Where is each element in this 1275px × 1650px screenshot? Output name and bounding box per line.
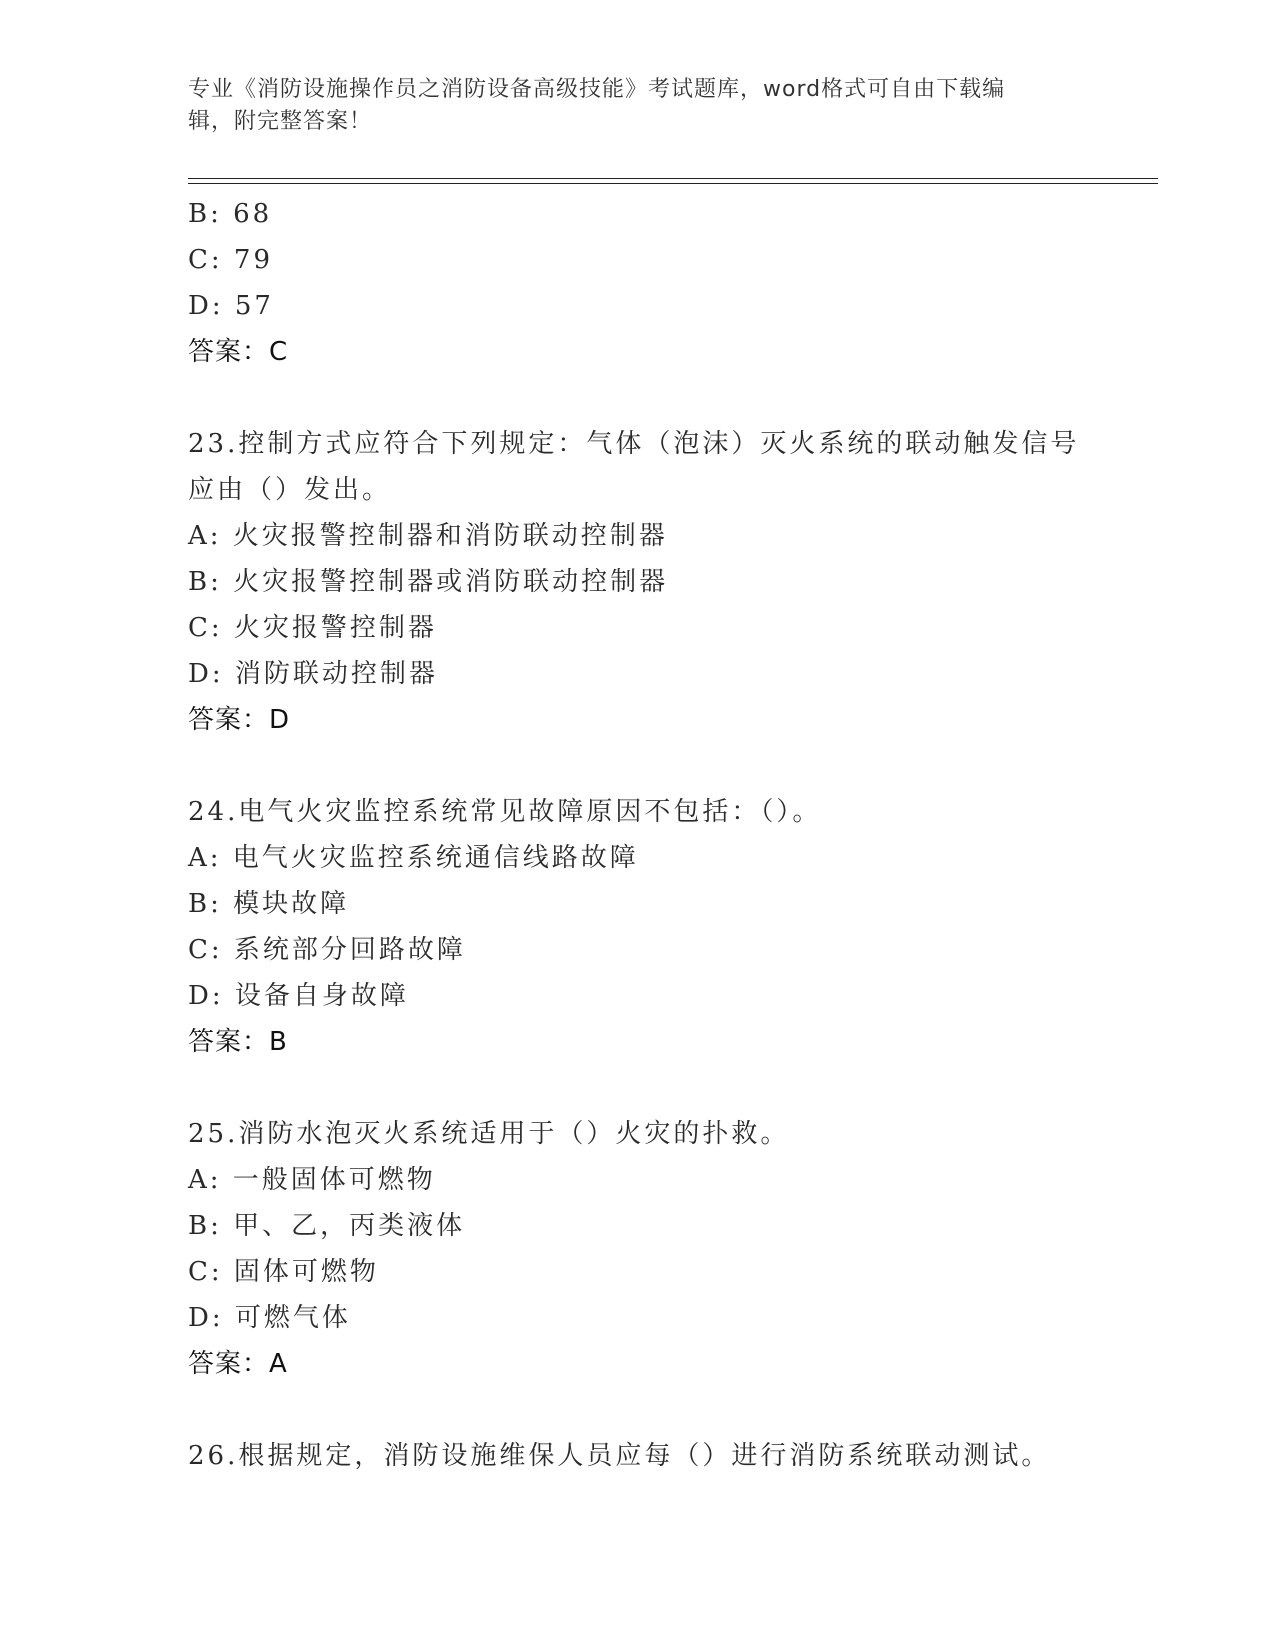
option-b: B: 火灾报警控制器或消防联动控制器 xyxy=(188,567,669,597)
option-a: A: 一般固体可燃物 xyxy=(188,1165,436,1195)
option-d: D: 消防联动控制器 xyxy=(188,659,438,689)
header-line-2: 辑，附完整答案！ xyxy=(188,109,373,134)
option-d: D: 设备自身故障 xyxy=(188,981,409,1011)
option-b: B: 68 xyxy=(188,199,273,229)
option-d: D: 57 xyxy=(188,291,274,321)
question-stem-line: 应由（）发出。 xyxy=(188,475,392,505)
option-c: C: 79 xyxy=(188,245,274,275)
answer-label: 答案：C xyxy=(188,337,289,367)
answer-label: 答案：B xyxy=(188,1027,288,1057)
question-stem-line: 24.电气火灾监控系统常见故障原因不包括：（）。 xyxy=(188,797,822,827)
spacer xyxy=(188,743,1148,789)
header-divider-bottom xyxy=(188,183,1158,184)
option-b: B: 模块故障 xyxy=(188,889,350,919)
question-stem-line: 25.消防水泡灭火系统适用于（）火灾的扑救。 xyxy=(188,1119,790,1149)
option-c: C: 系统部分回路故障 xyxy=(188,935,466,965)
option-a: A: 火灾报警控制器和消防联动控制器 xyxy=(188,521,668,551)
spacer xyxy=(188,1387,1148,1433)
option-b: B: 甲、乙，丙类液体 xyxy=(188,1211,466,1241)
question-list xyxy=(188,191,1148,1479)
spacer xyxy=(188,1065,1148,1111)
question-26 xyxy=(188,1433,1148,1479)
option-a: A: 电气火灾监控系统通信线路故障 xyxy=(188,843,639,873)
option-d: D: 可燃气体 xyxy=(188,1303,351,1333)
document-header xyxy=(188,74,1088,138)
question-25 xyxy=(188,1111,1148,1387)
question-24 xyxy=(188,789,1148,1065)
answer-label: 答案：D xyxy=(188,705,291,735)
spacer xyxy=(188,375,1148,421)
question-23 xyxy=(188,421,1148,743)
option-c: C: 固体可燃物 xyxy=(188,1257,379,1287)
answer-label: 答案：A xyxy=(188,1349,288,1379)
question-stem-line: 26.根据规定，消防设施维保人员应每（）进行消防系统联动测试。 xyxy=(188,1441,1051,1471)
header-divider-top xyxy=(188,178,1158,179)
option-c: C: 火灾报警控制器 xyxy=(188,613,437,643)
question-22-continued xyxy=(188,191,1148,375)
question-stem-line: 23.控制方式应符合下列规定：气体（泡沫）灭火系统的联动触发信号 xyxy=(188,429,1080,459)
header-line-1: 专业《消防设施操作员之消防设备高级技能》考试题库，word格式可自由下载编 xyxy=(188,77,1006,102)
